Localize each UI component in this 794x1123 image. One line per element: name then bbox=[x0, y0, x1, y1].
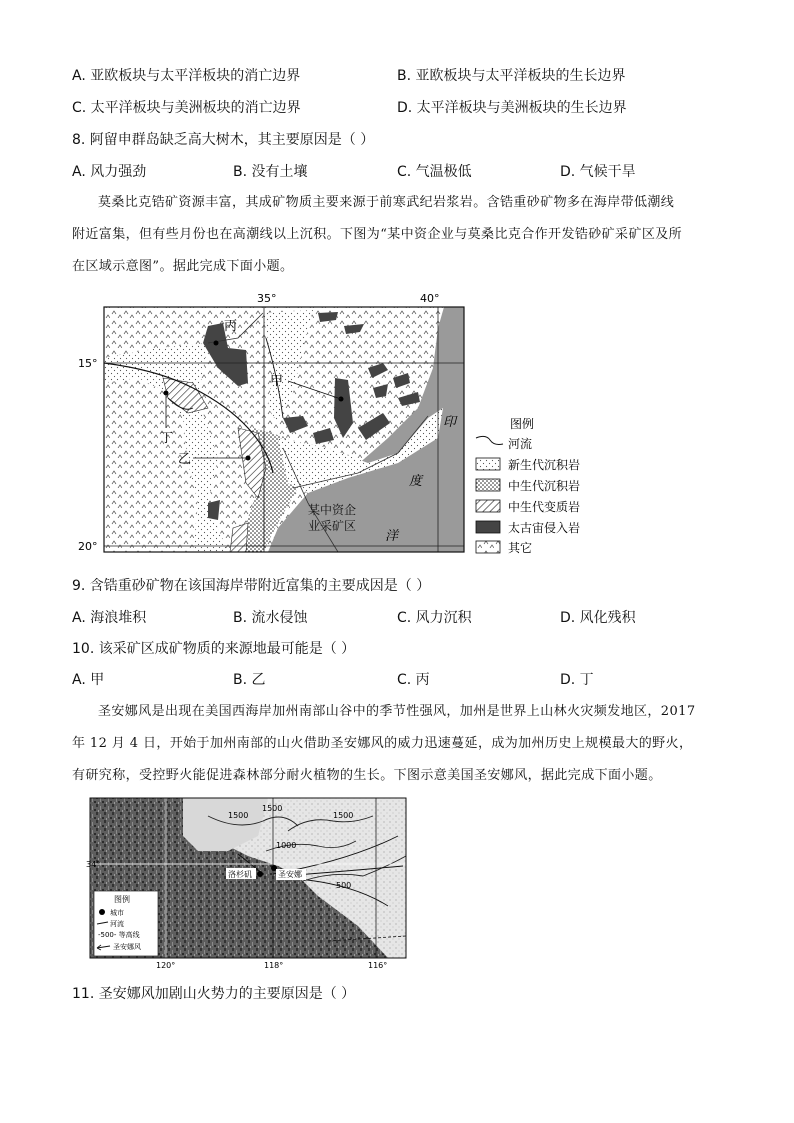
lon-label-116: 116° bbox=[368, 961, 388, 970]
q8-option-a: A. 风力强劲 bbox=[72, 164, 147, 180]
legend-intrusive: 太古宙侵入岩 bbox=[508, 521, 581, 535]
q7-option-c: C. 太平洋板块与美洲板块的消亡边界 bbox=[72, 100, 301, 116]
city-la: 洛杉矶 bbox=[228, 870, 252, 879]
q8-stem: 8. 阿留申群岛缺乏高大树木，其主要原因是（ ） bbox=[72, 132, 375, 148]
q10-stem: 10. 该采矿区成矿物质的来源地最可能是（ ） bbox=[72, 641, 356, 657]
passage-santa-ana bbox=[72, 702, 722, 798]
passage1-line: 在区域示意图”。据此完成下面小题。 bbox=[72, 259, 294, 274]
legend2-city: 城市 bbox=[110, 909, 124, 917]
contour-label: 1000 bbox=[276, 841, 297, 850]
legend-river: 河流 bbox=[508, 437, 533, 451]
lon-label-35: 35° bbox=[257, 292, 277, 305]
place-yi: 乙 bbox=[178, 452, 192, 467]
q8-option-d: D. 气候干旱 bbox=[560, 164, 636, 180]
legend-other: 其它 bbox=[508, 541, 533, 555]
santa-ana-map bbox=[88, 796, 410, 972]
passage1-line: 附近富集，但有些月份也在高潮线以上沉积。下图为“某中资企业与莫桑比克合作开发锆砂矿采矿区及所 bbox=[72, 227, 683, 242]
passage2-line: 有研究称，受控野火能促进森林部分耐火植物的生长。下图示意美国圣安娜风，据此完成下面小题。 bbox=[72, 768, 662, 783]
legend-other-swatch bbox=[476, 541, 500, 553]
legend-intrusive-swatch bbox=[476, 521, 500, 533]
ocean-label-yin: 印 bbox=[443, 415, 457, 430]
company-label-line1: 某中资企 bbox=[308, 503, 357, 517]
legend-river-symbol bbox=[476, 436, 503, 444]
place-ding: 丁 bbox=[160, 431, 174, 446]
place-bing-marker bbox=[214, 341, 219, 346]
lat-label-20: 20° bbox=[78, 540, 98, 553]
contour-label: 1500 bbox=[228, 811, 249, 820]
map-body bbox=[104, 307, 464, 552]
lon-label-120: 120° bbox=[156, 961, 176, 970]
contour-label: 1500 bbox=[262, 804, 283, 813]
passage-mozambique bbox=[72, 193, 722, 289]
company-label-line2: 业采矿区 bbox=[308, 519, 357, 533]
map2-legend bbox=[94, 891, 158, 956]
legend-meta: 中生代变质岩 bbox=[508, 500, 581, 514]
q8-option-b: B. 没有土壤 bbox=[233, 164, 308, 180]
q10-option-b: B. 乙 bbox=[233, 672, 266, 688]
legend2-contour: -500- 等高线 bbox=[98, 931, 140, 939]
legend-meso-sediment-swatch bbox=[476, 479, 500, 491]
passage2-line: 圣安娜风是出现在美国西海岸加州南部山谷中的季节性强风，加州是世界上山林火灾频发地区，2017 bbox=[98, 704, 696, 719]
lon-label-118: 118° bbox=[264, 961, 284, 970]
place-bing: 丙 bbox=[224, 319, 238, 334]
legend2-title: 图例 bbox=[114, 895, 130, 904]
q10-option-a: A. 甲 bbox=[72, 672, 105, 688]
legend2-wind: 圣安娜风 bbox=[113, 943, 141, 951]
q10-option-d: D. 丁 bbox=[560, 672, 594, 688]
passage2-line: 年 12 月 4 日，开始于加州南部的山火借助圣安娜风的威力迅速蔓延，成为加州历史上规模最大的野火， bbox=[72, 736, 693, 751]
q10-option-c: C. 丙 bbox=[397, 672, 430, 688]
legend-meta-swatch bbox=[476, 500, 500, 512]
city-santa-ana: 圣安娜 bbox=[278, 870, 302, 879]
legend-meso-sediment: 中生代沉积岩 bbox=[508, 479, 581, 493]
map1-legend bbox=[476, 416, 580, 555]
q9-option-d: D. 风化残积 bbox=[560, 610, 636, 626]
q9-option-c: C. 风力沉积 bbox=[397, 610, 472, 626]
q7-option-d: D. 太平洋板块与美洲板块的生长边界 bbox=[397, 100, 627, 116]
legend2-river: 河流 bbox=[110, 920, 124, 928]
ocean-label-yang: 洋 bbox=[385, 529, 399, 544]
contour-label: 1500 bbox=[333, 811, 354, 820]
q8-option-c: C. 气温极低 bbox=[397, 164, 472, 180]
q7-option-b: B. 亚欧板块与太平洋板块的生长边界 bbox=[397, 68, 626, 84]
q11-stem: 11. 圣安娜风加剧山火势力的主要原因是（ ） bbox=[72, 986, 356, 1002]
q9-stem: 9. 含锆重砂矿物在该国海岸带附近富集的主要成因是（ ） bbox=[72, 578, 431, 594]
lat-label-34: 34° bbox=[86, 860, 101, 869]
q7-option-a: A. 亚欧板块与太平洋板块的消亡边界 bbox=[72, 68, 301, 84]
lat-label-15: 15° bbox=[78, 357, 98, 370]
city-la-marker bbox=[257, 871, 263, 877]
ocean-label-du: 度 bbox=[409, 474, 423, 489]
lon-label-40: 40° bbox=[420, 292, 440, 305]
passage1-line: 莫桑比克锆矿资源丰富，其成矿物质主要来源于前寒武纪岩浆岩。含锆重砂矿物多在海岸带低潮线 bbox=[98, 195, 675, 210]
place-jia: 甲 bbox=[270, 374, 284, 389]
q9-option-a: A. 海浪堆积 bbox=[72, 610, 147, 626]
legend-new-sediment-swatch bbox=[476, 458, 500, 470]
legend-new-sediment: 新生代沉积岩 bbox=[508, 458, 581, 472]
legend-title: 图例 bbox=[510, 417, 535, 431]
q9-option-b: B. 流水侵蚀 bbox=[233, 610, 308, 626]
mozambique-map bbox=[78, 288, 598, 560]
contour-label: 500 bbox=[336, 881, 352, 890]
